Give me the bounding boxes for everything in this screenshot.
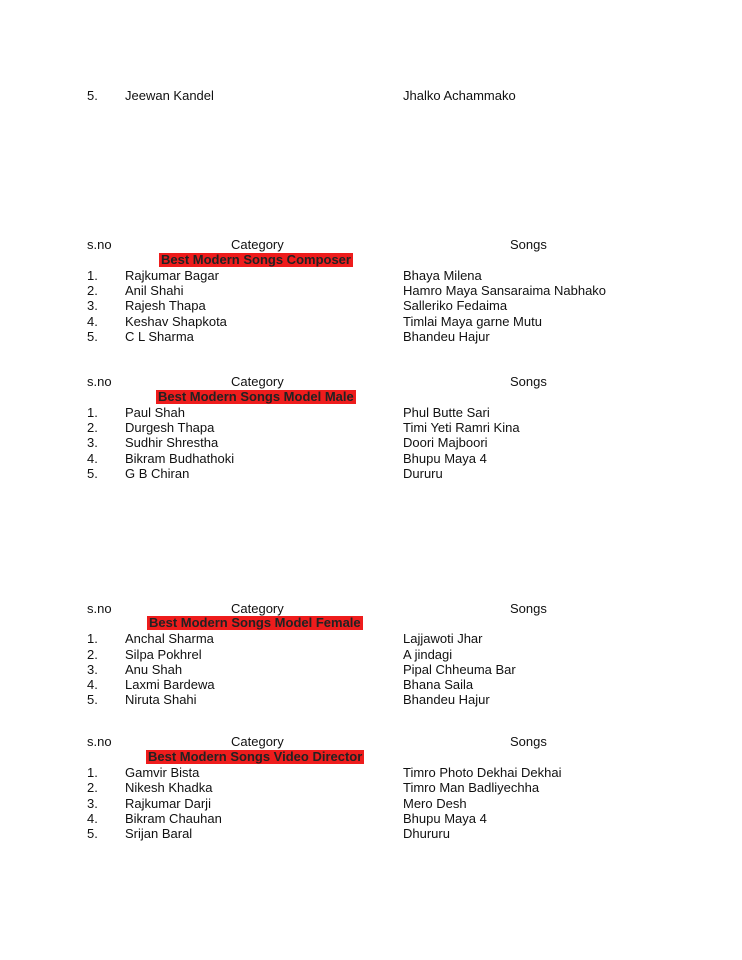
song-title: Dhururu <box>403 826 450 841</box>
nominee-name: Anu Shah <box>125 662 183 677</box>
nominee-name: G B Chiran <box>125 466 190 481</box>
song-title: Bhupu Maya 4 <box>403 811 487 826</box>
song-title: Timi Yeti Ramri Kina <box>403 420 520 435</box>
row-number: 5. <box>87 466 98 481</box>
song-title: Salleriko Fedaima <box>403 298 508 313</box>
song-title: Phul Butte Sari <box>403 405 490 420</box>
song-title: Mero Desh <box>403 796 467 811</box>
song-title: Pipal Chheuma Bar <box>403 662 516 677</box>
row-number: 1. <box>87 765 98 780</box>
nominee-name: Anil Shahi <box>125 283 184 298</box>
nominee-name: Jeewan Kandel <box>125 88 214 103</box>
row-number: 5. <box>87 88 98 103</box>
song-title: Bhupu Maya 4 <box>403 451 487 466</box>
category-header: Category <box>231 601 284 616</box>
song-title: Jhalko Achammako <box>403 88 516 103</box>
row-number: 2. <box>87 420 98 435</box>
category-title: Best Modern Songs Composer <box>161 252 351 267</box>
nominee-name: Laxmi Bardewa <box>125 677 215 692</box>
row-number: 2. <box>87 780 98 795</box>
category-header: Category <box>231 734 284 749</box>
sno-header: s.no <box>87 734 112 749</box>
nominee-name: Anchal Sharma <box>125 631 214 646</box>
songs-header: Songs <box>510 601 547 616</box>
row-number: 2. <box>87 647 98 662</box>
nominee-name: Srijan Baral <box>125 826 193 841</box>
nominee-name: Durgesh Thapa <box>125 420 215 435</box>
row-number: 2. <box>87 283 98 298</box>
song-title: Bhandeu Hajur <box>403 692 490 707</box>
song-title: Bhaya Milena <box>403 268 482 283</box>
nominee-name: Silpa Pokhrel <box>125 647 202 662</box>
nominee-name: Keshav Shapkota <box>125 314 227 329</box>
songs-header: Songs <box>510 734 547 749</box>
songs-header: Songs <box>510 237 547 252</box>
song-title: Timro Photo Dekhai Dekhai <box>403 765 562 780</box>
row-number: 3. <box>87 298 98 313</box>
row-number: 4. <box>87 677 98 692</box>
sno-header: s.no <box>87 374 112 389</box>
nominee-name: Bikram Budhathoki <box>125 451 235 466</box>
song-title: Lajjawoti Jhar <box>403 631 483 646</box>
song-title: Bhandeu Hajur <box>403 329 490 344</box>
row-number: 1. <box>87 631 98 646</box>
row-number: 1. <box>87 405 98 420</box>
sno-header: s.no <box>87 601 112 616</box>
nominee-name: Gamvir Bista <box>125 765 200 780</box>
nominee-name: Nikesh Khadka <box>125 780 213 795</box>
row-number: 4. <box>87 314 98 329</box>
row-number: 5. <box>87 826 98 841</box>
row-number: 5. <box>87 329 98 344</box>
row-number: 3. <box>87 662 98 677</box>
category-title: Best Modern Songs Model Female <box>149 615 361 630</box>
row-number: 5. <box>87 692 98 707</box>
song-title: Dururu <box>403 466 443 481</box>
nominee-name: C L Sharma <box>125 329 194 344</box>
row-number: 3. <box>87 435 98 450</box>
song-title: Timro Man Badliyechha <box>403 780 540 795</box>
nominee-name: Niruta Shahi <box>125 692 197 707</box>
category-title: Best Modern Songs Video Director <box>148 749 363 764</box>
nominee-name: Rajesh Thapa <box>125 298 206 313</box>
song-title: Doori Majboori <box>403 435 488 450</box>
row-number: 4. <box>87 811 98 826</box>
category-header: Category <box>231 237 284 252</box>
row-number: 4. <box>87 451 98 466</box>
nominee-name: Rajkumar Darji <box>125 796 211 811</box>
row-number: 1. <box>87 268 98 283</box>
nominee-name: Sudhir Shrestha <box>125 435 219 450</box>
row-number: 3. <box>87 796 98 811</box>
nominee-name: Rajkumar Bagar <box>125 268 219 283</box>
song-title: Timlai Maya garne Mutu <box>403 314 542 329</box>
song-title: Hamro Maya Sansaraima Nabhako <box>403 283 607 298</box>
sno-header: s.no <box>87 237 112 252</box>
songs-header: Songs <box>510 374 547 389</box>
nominee-name: Paul Shah <box>125 405 185 420</box>
category-title: Best Modern Songs Model Male <box>158 389 354 404</box>
song-title: Bhana Saila <box>403 677 474 692</box>
category-header: Category <box>231 374 284 389</box>
song-title: A jindagi <box>403 647 453 662</box>
nominee-name: Bikram Chauhan <box>125 811 222 826</box>
